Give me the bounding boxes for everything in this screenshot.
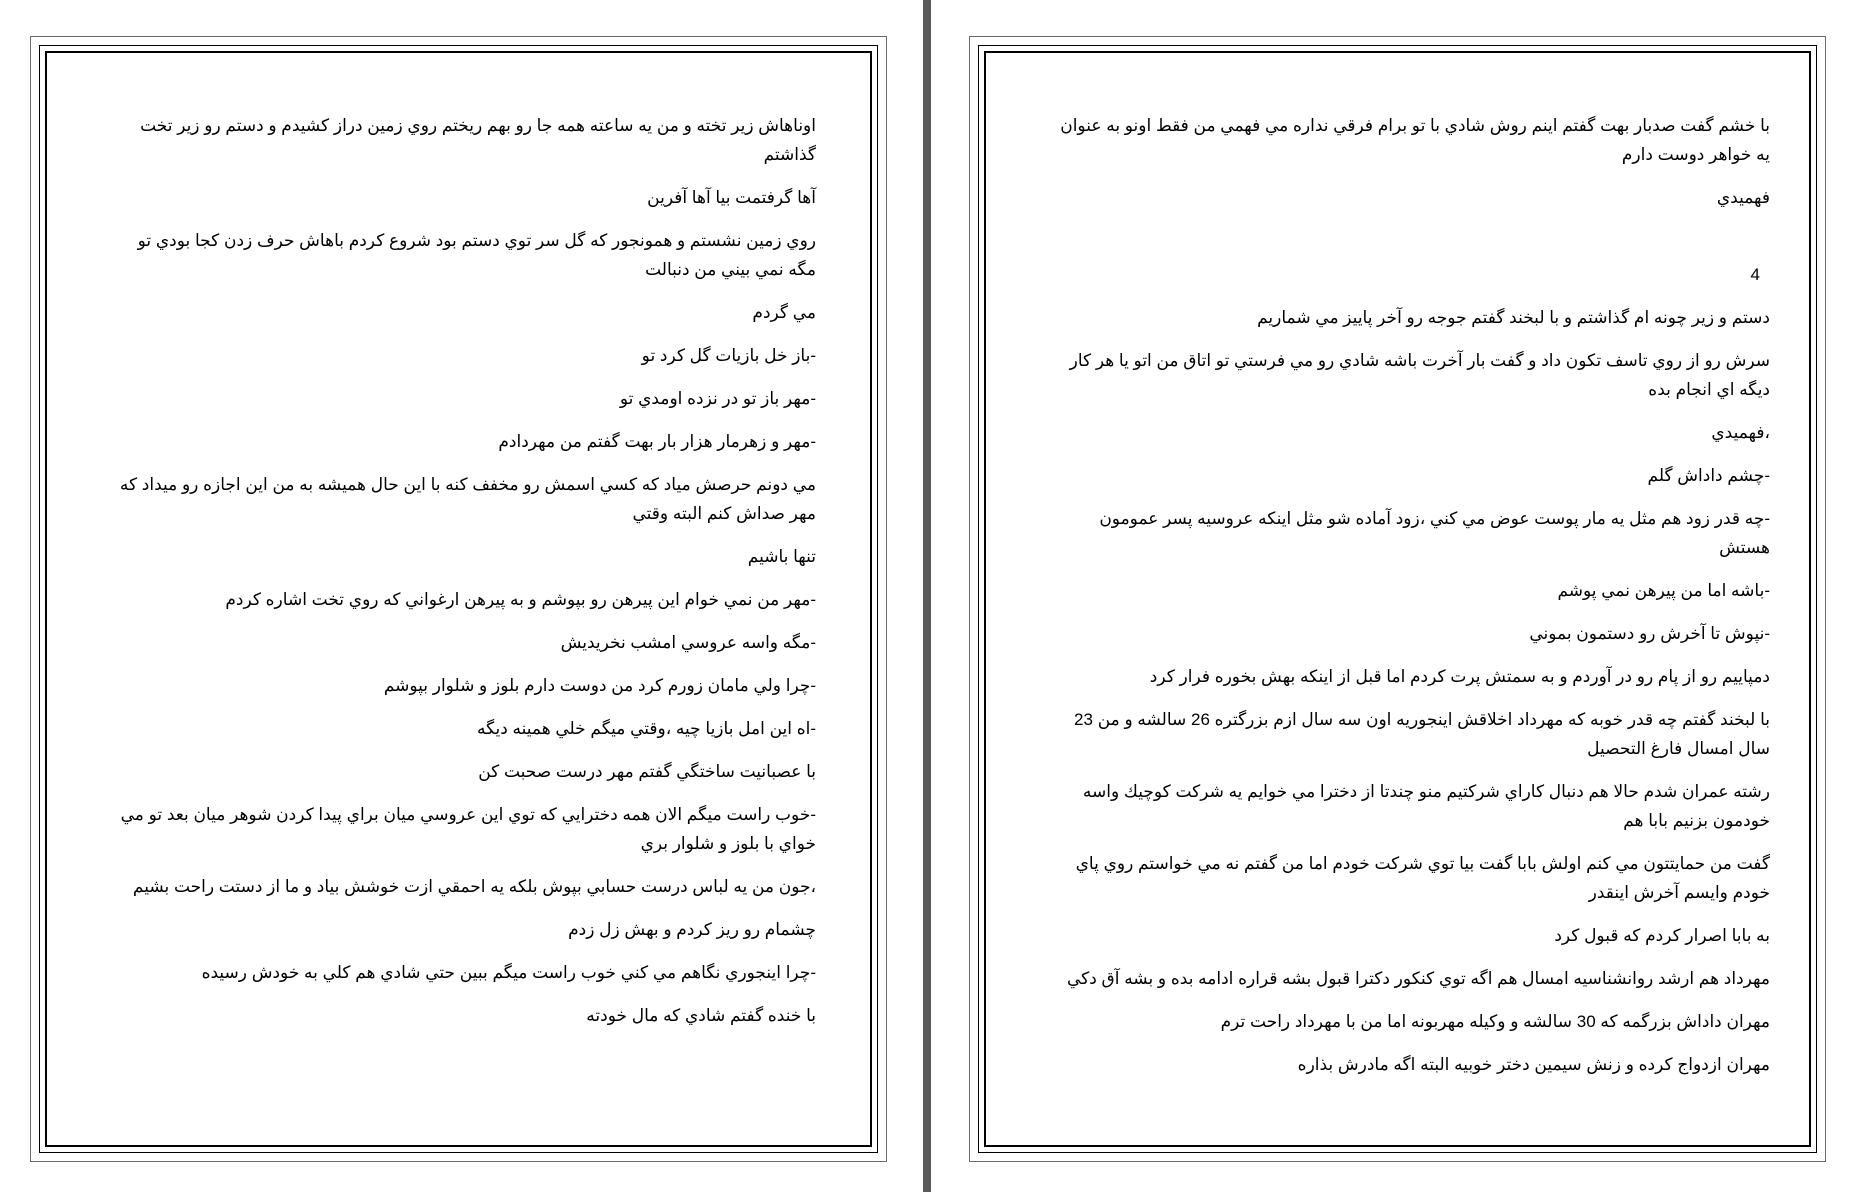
paragraph: -اه اين امل بازيا چيه ،وقتي ميگم خلي همينه ديگه xyxy=(476,719,816,738)
paragraph: دمپاييم رو از پام رو در آوردم و به سمتش پرت كردم اما قبل از اينكه بهش بخوره فرار كرد xyxy=(1149,667,1770,686)
paragraph: با خنده گفتم شادي كه مال خودته xyxy=(586,1006,816,1025)
paragraph: دستم و زير چونه ام گذاشتم و با لبخند گفتم جوجه رو آخر پاييز مي شماريم xyxy=(1257,308,1770,327)
paragraph: -چرا اينجوري نگاهم مي كني خوب راست ميگم ببين حتي شادي هم كلي به خودش رسيده xyxy=(201,963,816,982)
paragraph: به بابا اصرار كردم كه قبول كرد xyxy=(1554,926,1770,945)
page-gutter xyxy=(923,0,931,1192)
paragraph: چشمام رو ريز كردم و بهش زل زدم xyxy=(568,920,816,939)
paragraph: روي زمين نشستم و همونجور كه گل سر توي دستم بود شروع كردم باهاش حرف زدن كجا بودي تو مگه نمي بيني من دنبالت xyxy=(137,231,816,279)
paragraph: مهران داداش بزرگمه كه 30 سالشه و وكيله مهربونه اما من با مهرداد راحت ترم xyxy=(1220,1012,1770,1031)
paragraph: ،جون من يه لباس درست حسابي بپوش بلكه يه احمقي ازت خوشش بياد و ما از دستت راحت بشيم xyxy=(132,877,816,896)
paragraph: تنها باشيم xyxy=(747,547,816,566)
paragraph: -چرا ولي مامان زورم كرد من دوست دارم بلوز و شلوار بپوشم xyxy=(383,676,816,695)
paragraph: -باشه اما من پيرهن نمي پوشم xyxy=(1557,581,1770,600)
paragraph: آها گرفتمت بيا آها آفرين xyxy=(647,188,816,207)
paragraph: -مهر و زهرمار هزار بار بهت گفتم من مهردادم xyxy=(498,432,816,451)
paragraph: مي دونم حرصش مياد كه كسي اسمش رو مخفف كنه با اين حال هميشه به من اين اجازه رو ميداد كه مهر صداش كنم البته وقتي xyxy=(119,475,816,523)
paragraph: با لبخند گفتم چه قدر خوبه كه مهرداد اخلاقش اينجوريه اون سه سال ازم بزرگتره 26 سالشه و من 23 سال امسال فارغ التحصيل xyxy=(1074,710,1770,758)
paragraph: -چه قدر زود هم مثل يه مار پوست عوض مي كني ،زود آماده شو مثل اينكه عروسيه پسر عمومون هستش xyxy=(1099,509,1770,557)
paragraph: گفت من حمايتتون مي كنم اولش بابا گفت بيا توي شركت خودم اما من گفتم نه مي خواستم روي پاي خودم وايسم آخرش اينقدر xyxy=(1075,854,1770,902)
chapter-number: 4 xyxy=(1750,265,1760,284)
paragraph: -باز خل بازيات گل كرد تو xyxy=(641,346,816,365)
paragraph: -مهر من نمي خوام اين پيرهن رو بپوشم و به پيرهن ارغواني كه روي تخت اشاره كردم xyxy=(225,590,816,609)
paragraph: رشته عمران شدم حالا هم دنبال كاراي شركتيم منو چندتا از دخترا مي خوايم يه شركت كوچيك واسه خودمون بزنيم بابا هم xyxy=(1082,782,1770,830)
page-text-left xyxy=(116,111,816,1044)
paragraph: با خشم گفت صدبار بهت گفتم اينم روش شادي با تو برام فرقي نداره مي فهمي من فقط اونو به عنوان يه خواهر دوست دارم xyxy=(1060,116,1770,164)
paragraph: فهميدي xyxy=(1716,188,1770,207)
paragraph: مهرداد هم ارشد روانشناسيه امسال هم اگه توي كنكور دكترا قبول بشه قراره ادامه بده و بشه آق دكي xyxy=(1067,969,1770,988)
paragraph: -مهر باز تو در نزده اومدي تو xyxy=(619,389,816,408)
paragraph: -نپوش تا آخرش رو دستمون بموني xyxy=(1529,624,1770,643)
paragraph: با عصبانيت ساختگي گفتم مهر درست صحبت كن xyxy=(478,762,816,781)
document-page-left xyxy=(30,36,887,1162)
paragraph: سرش رو از روي تاسف تكون داد و گفت بار آخرت باشه شادي رو مي فرستي تو اتاق من اتو يا هر كار ديگه اي انجام بده xyxy=(1069,351,1770,399)
paragraph: -مگه واسه عروسي امشب نخريديش xyxy=(560,633,816,652)
paragraph: مهران ازدواج كرده و زنش سيمين دختر خوبيه البته اگه مادرش بذاره xyxy=(1297,1055,1770,1074)
page-text-right xyxy=(1050,111,1770,1093)
paragraph: -چشم داداش گلم xyxy=(1647,466,1770,485)
paragraph: ،فهميدي xyxy=(1711,423,1770,442)
document-page-right xyxy=(969,36,1826,1162)
paragraph: اوناهاش زير تخته و من يه ساعته همه جا رو بهم ريختم روي زمين دراز كشيدم و دستم رو زير تخت گذاشتم xyxy=(140,116,816,164)
paragraph: مي گردم xyxy=(752,303,816,322)
paragraph: -خوب راست ميگم الان همه دخترايي كه توي اين عروسي ميان براي پيدا كردن شوهر ميان بعد تو مي خواي با بلوز و شلوار بري xyxy=(120,805,816,853)
